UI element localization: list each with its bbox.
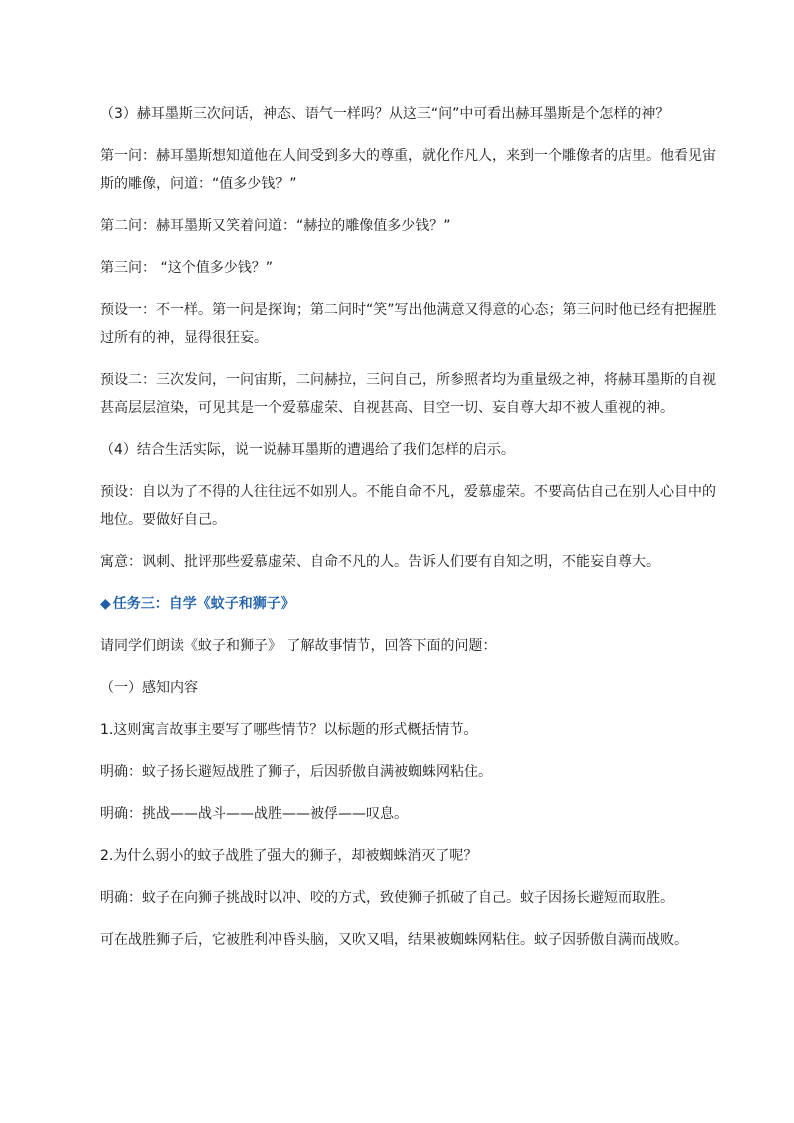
moral-paragraph: 寓意：讽刺、批评那些爱慕虚荣、自命不凡的人。告诉人们要有自知之明，不能妄自尊大。 [100, 554, 660, 570]
document-body [100, 100, 720, 968]
answer-1b: 明确：挑战——战斗——战胜——被俘——叹息。 [100, 806, 408, 822]
second-question-paragraph: 第二问：赫耳墨斯又笑着问道：“赫拉的雕像值多少钱？” [100, 218, 451, 234]
first-question-paragraph: 第一问：赫耳墨斯想知道他在人间受到多大的尊重，就化作凡人，来到一个雕像者的店里。他看见宙斯的雕像，问道：“值多少钱？” [100, 148, 716, 192]
question-2: 2.为什么弱小的蚊子战胜了强大的狮子，却被蜘蛛消灭了呢？ [100, 848, 478, 864]
task-three-heading [100, 590, 720, 618]
question-1: 1.这则寓言故事主要写了哪些情节？以标题的形式概括情节。 [100, 722, 478, 738]
question-4: （4）结合生活实际，说一说赫耳墨斯的遭遇给了我们怎样的启示。 [100, 442, 515, 458]
answer-2a: 明确：蚊子在向狮子挑战时以冲、咬的方式，致使狮子抓破了自己。蚊子因扬长避短而取胜。 [100, 890, 674, 906]
answer-1a: 明确：蚊子扬长避短战胜了狮子，后因骄傲自满被蜘蛛网粘住。 [100, 764, 492, 780]
section-perceive-content: （一）感知内容 [100, 680, 198, 696]
question-3: （3）赫耳墨斯三次问话，神态、语气一样吗？从这三“问”中可看出赫耳墨斯是个怎样的神？ [100, 106, 670, 122]
task-three-heading-text: 任务三：自学《蚊子和狮子》 [112, 596, 295, 612]
diamond-bullet-icon: ◆ [100, 596, 111, 612]
preset-one-paragraph: 预设一：不一样。第一问是探询；第二问时“笑”写出他满意又得意的心态；第三问时他已经有把握胜过所有的神，显得很狂妄。 [100, 302, 717, 346]
answer-2b: 可在战胜狮子后，它被胜利冲昏头脑，又吹又唱，结果被蜘蛛网粘住。蚊子因骄傲自满而战败。 [100, 932, 688, 948]
third-question-paragraph: 第三问： “这个值多少钱？” [100, 260, 273, 276]
reading-instruction: 请同学们朗读《蚊子和狮子》 了解故事情节，回答下面的问题： [100, 638, 497, 654]
preset-two-paragraph: 预设二：三次发问，一问宙斯，二问赫拉，三问自己，所参照者均为重量级之神，将赫耳墨斯的自视甚高层层渲染，可见其是一个爱慕虚荣、自视甚高、目空一切、妄自尊大却不被人重视的神。 [100, 372, 716, 416]
preset-paragraph: 预设：自以为了不得的人往往远不如别人。不能自命不凡，爱慕虚荣。不要高估自己在别人心目中的地位。要做好自己。 [100, 484, 716, 528]
